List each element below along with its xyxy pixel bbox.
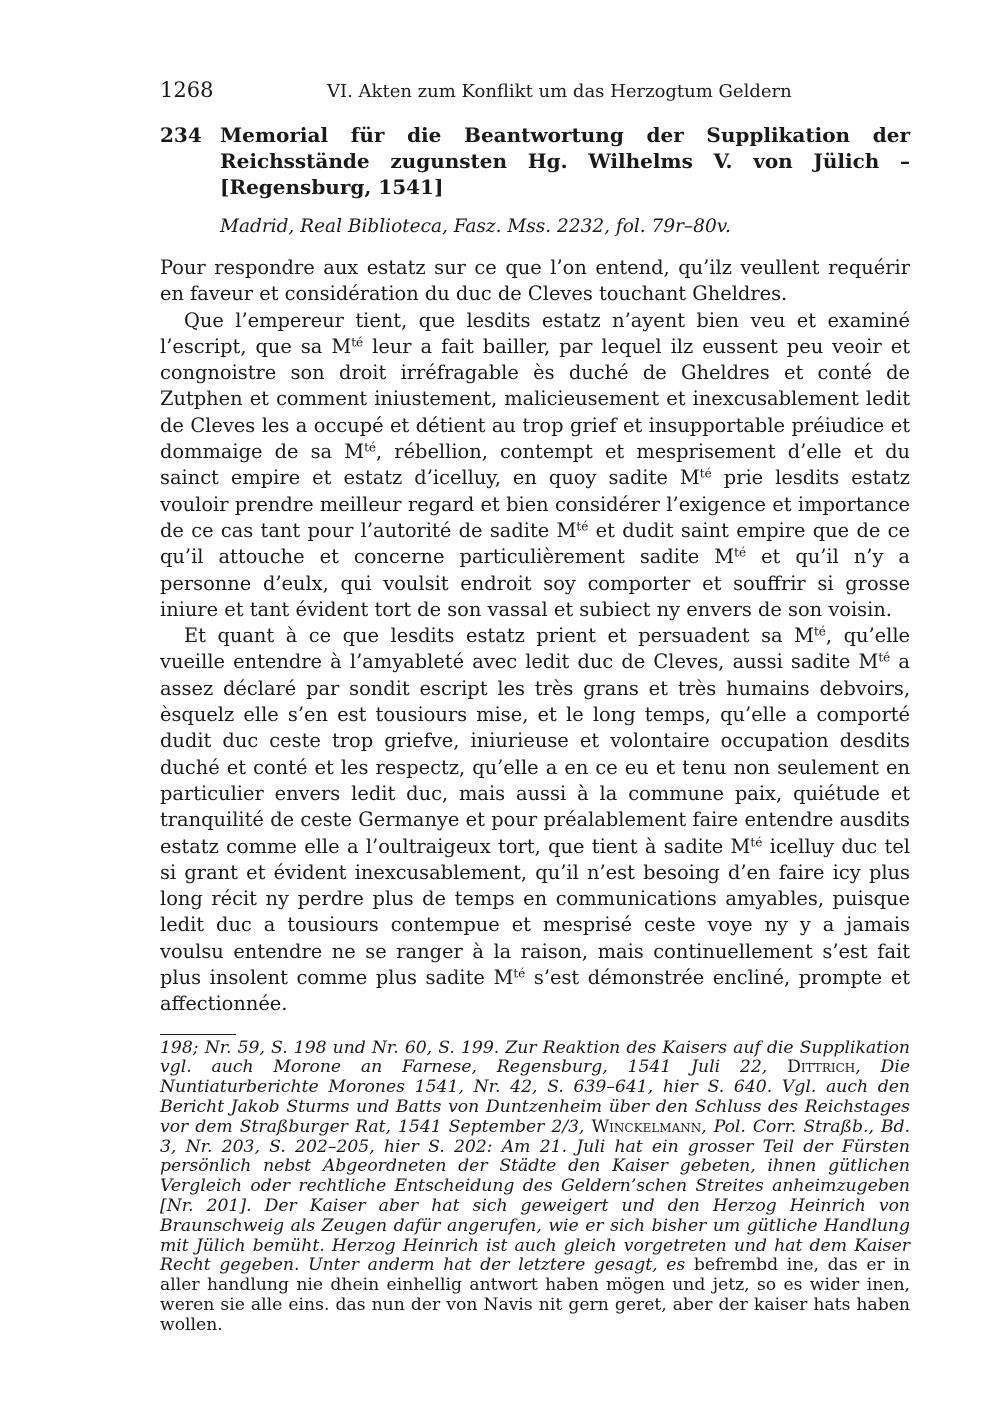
- author-name: Winckelmann: [591, 1116, 702, 1137]
- paragraph-2: Que l’empereur tient, que lesdits estatz n’ayent bien veu et examiné l’escript, que sa $M^{té}$ leur a fait bailler, par lequel ilz eussent peu veoir et congnoistre son droit irréfragable ès duché de Gheldres et conté de Zutphen et comment iniustement, malicieusement et inexcusablement ledit de Cleves les a occupé et détient au trop grief et insupportable préiudice et dommaige de sa $M^{té}$, rébellion, contempt et mesprisement d’elle et du sainct empire et estatz d’icelluy, en quoy sadite $M^{té}$ prie lesdits estatz vouloir prendre meilleur regard et bien considérer l’exigence et importance de ce cas tant pour l’autorité de sadite $M^{té}$ et dudit saint empire que de ce qu’il attouche et concerne particulièrement sadite $M^{té}$ et qu’il n’y a personne d’eulx, qui voulsit endroit soy comporter et souffrir si grosse iniure et tant évident tort de son vassal et subiect ny envers de son voisin.: [160, 308, 910, 621]
- majeste-abbrev: té: [813, 624, 826, 639]
- majeste-abbrev: té: [351, 335, 364, 350]
- footnote-separator: [160, 1034, 236, 1035]
- body-text: [160, 255, 910, 1018]
- document-number: 234: [160, 123, 202, 147]
- footnote: 198; Nr. 59, S. 198 und Nr. 60, S. 199. Zur Reaktion des Kaisers auf die Supplikation vgl. auch Morone an Farnese, Regensburg, 1541 Juli 22, Dittrich, Die Nuntiaturberichte Morones 1541, Nr. 42, S. 639–641, hier S. 640. Vgl. auch den Bericht Jakob Sturms und Batts von Duntzenheim über den Schluss des Reichstages vor dem Straßburger Rat, 1541 September 2/3, Winckelmann, Pol. Corr. Straßb., Bd. 3, Nr. 203, S. 202–205, hier S. 202: Am 21. Juli hat ein grosser Teil der Fürsten persönlich nebst Abgeordneten der Städte den Kaiser gebeten, ihnen gütlichen Vergleich oder rechtliche Entscheidung des Geldern’schen Streites anheimzugeben [Nr. 201]. Der Kaiser aber hat sich geweigert und den Herzog Heinrich von Braunschweig als Zeugen dafür angerufen, wie er sich bisher um gütliche Handlung mit Jülich bemüht. Herzog Heinrich ist auch gleich vorgetreten und hat dem Kaiser Recht gegeben. Unter anderm hat der letztere gesagt, es befrembd ine, das er in aller handlung nie dhein einhellig antwort haben mögen und jetz, so es wider inen, weren sie alle eins. das nun der von Navis nit gern geret, aber der kaiser hats haben wollen.: [160, 1037, 911, 1335]
- document-title: Memorial für die Beantwortung der Supplikation der Reichsstände zugunsten Hg. Wilhelms V. von Jülich – [Regensburg, 1541]: [220, 123, 910, 199]
- majeste-abbrev: té: [734, 545, 747, 560]
- running-head: [160, 78, 910, 108]
- majeste-abbrev: té: [699, 466, 712, 481]
- paragraph-1: Pour respondre aux estatz sur ce que l’on entend, qu’ilz veullent requérir en faveur et considération du duc de Cleves touchant Gheldres.: [160, 256, 910, 306]
- document-heading: [160, 122, 910, 200]
- source-citation: Madrid, Real Biblioteca, Fasz. Mss. 2232, fol. 79r–80v.: [220, 216, 731, 237]
- running-head-title: VI. Akten zum Konflikt um das Herzogtum Geldern: [327, 81, 792, 102]
- majeste-abbrev: té: [878, 650, 891, 665]
- majeste-abbrev: té: [576, 519, 589, 534]
- author-name: Dittrich: [787, 1057, 856, 1078]
- majeste-abbrev: té: [364, 440, 377, 455]
- paragraph-3: Et quant à ce que lesdits estatz prient et persuadent sa $M^{té}$, qu’elle vueille entendre à l’amyableté avec ledit duc de Cleves, aussi sadite $M^{té}$ a assez déclaré par sondit escript les très grans et très humains debvoirs, èsquelz elle s’en est tousiours mise, et le long temps, qu’elle a comporté dudit duc ceste trop griefve, iniurieuse et volontaire occupation desdits duché et conté et les respectz, qu’elle a en ce eu et tenu non seulement en particulier envers ledit duc, mais aussi à la commune paix, quiétude et tranquilité de ceste Germanye et pour préalablement faire entendre ausdits estatz comme elle a l’oultraigeux tort, que tient à sadite $M^{té}$ icelluy duc tel si grant et évident inexcusablement, qu’il n’est besoing d’en faire icy plus long récit ny perdre plus de temps en communications amyables, puisque ledit duc a tousiours contempue et mesprisé ceste voye ny y a jamais voulsu entendre ne se ranger à la raison, mais continuellement s’est fait plus insolent comme plus sadite $M^{té}$ s’est démonstrée encliné, prompte et affectionnée.: [160, 624, 910, 1016]
- page-number: 1268: [160, 78, 214, 102]
- majeste-abbrev: té: [750, 834, 763, 849]
- footnote-quote: befrembd ine, das er in aller handlung nie dhein einhellig antwort haben mögen und jetz, so es wider inen, weren sie alle eins. das nun der von Navis nit gern geret, aber der kaiser hats haben wollen.: [160, 1255, 910, 1335]
- majeste-abbrev: té: [513, 966, 526, 981]
- page: [160, 78, 910, 1336]
